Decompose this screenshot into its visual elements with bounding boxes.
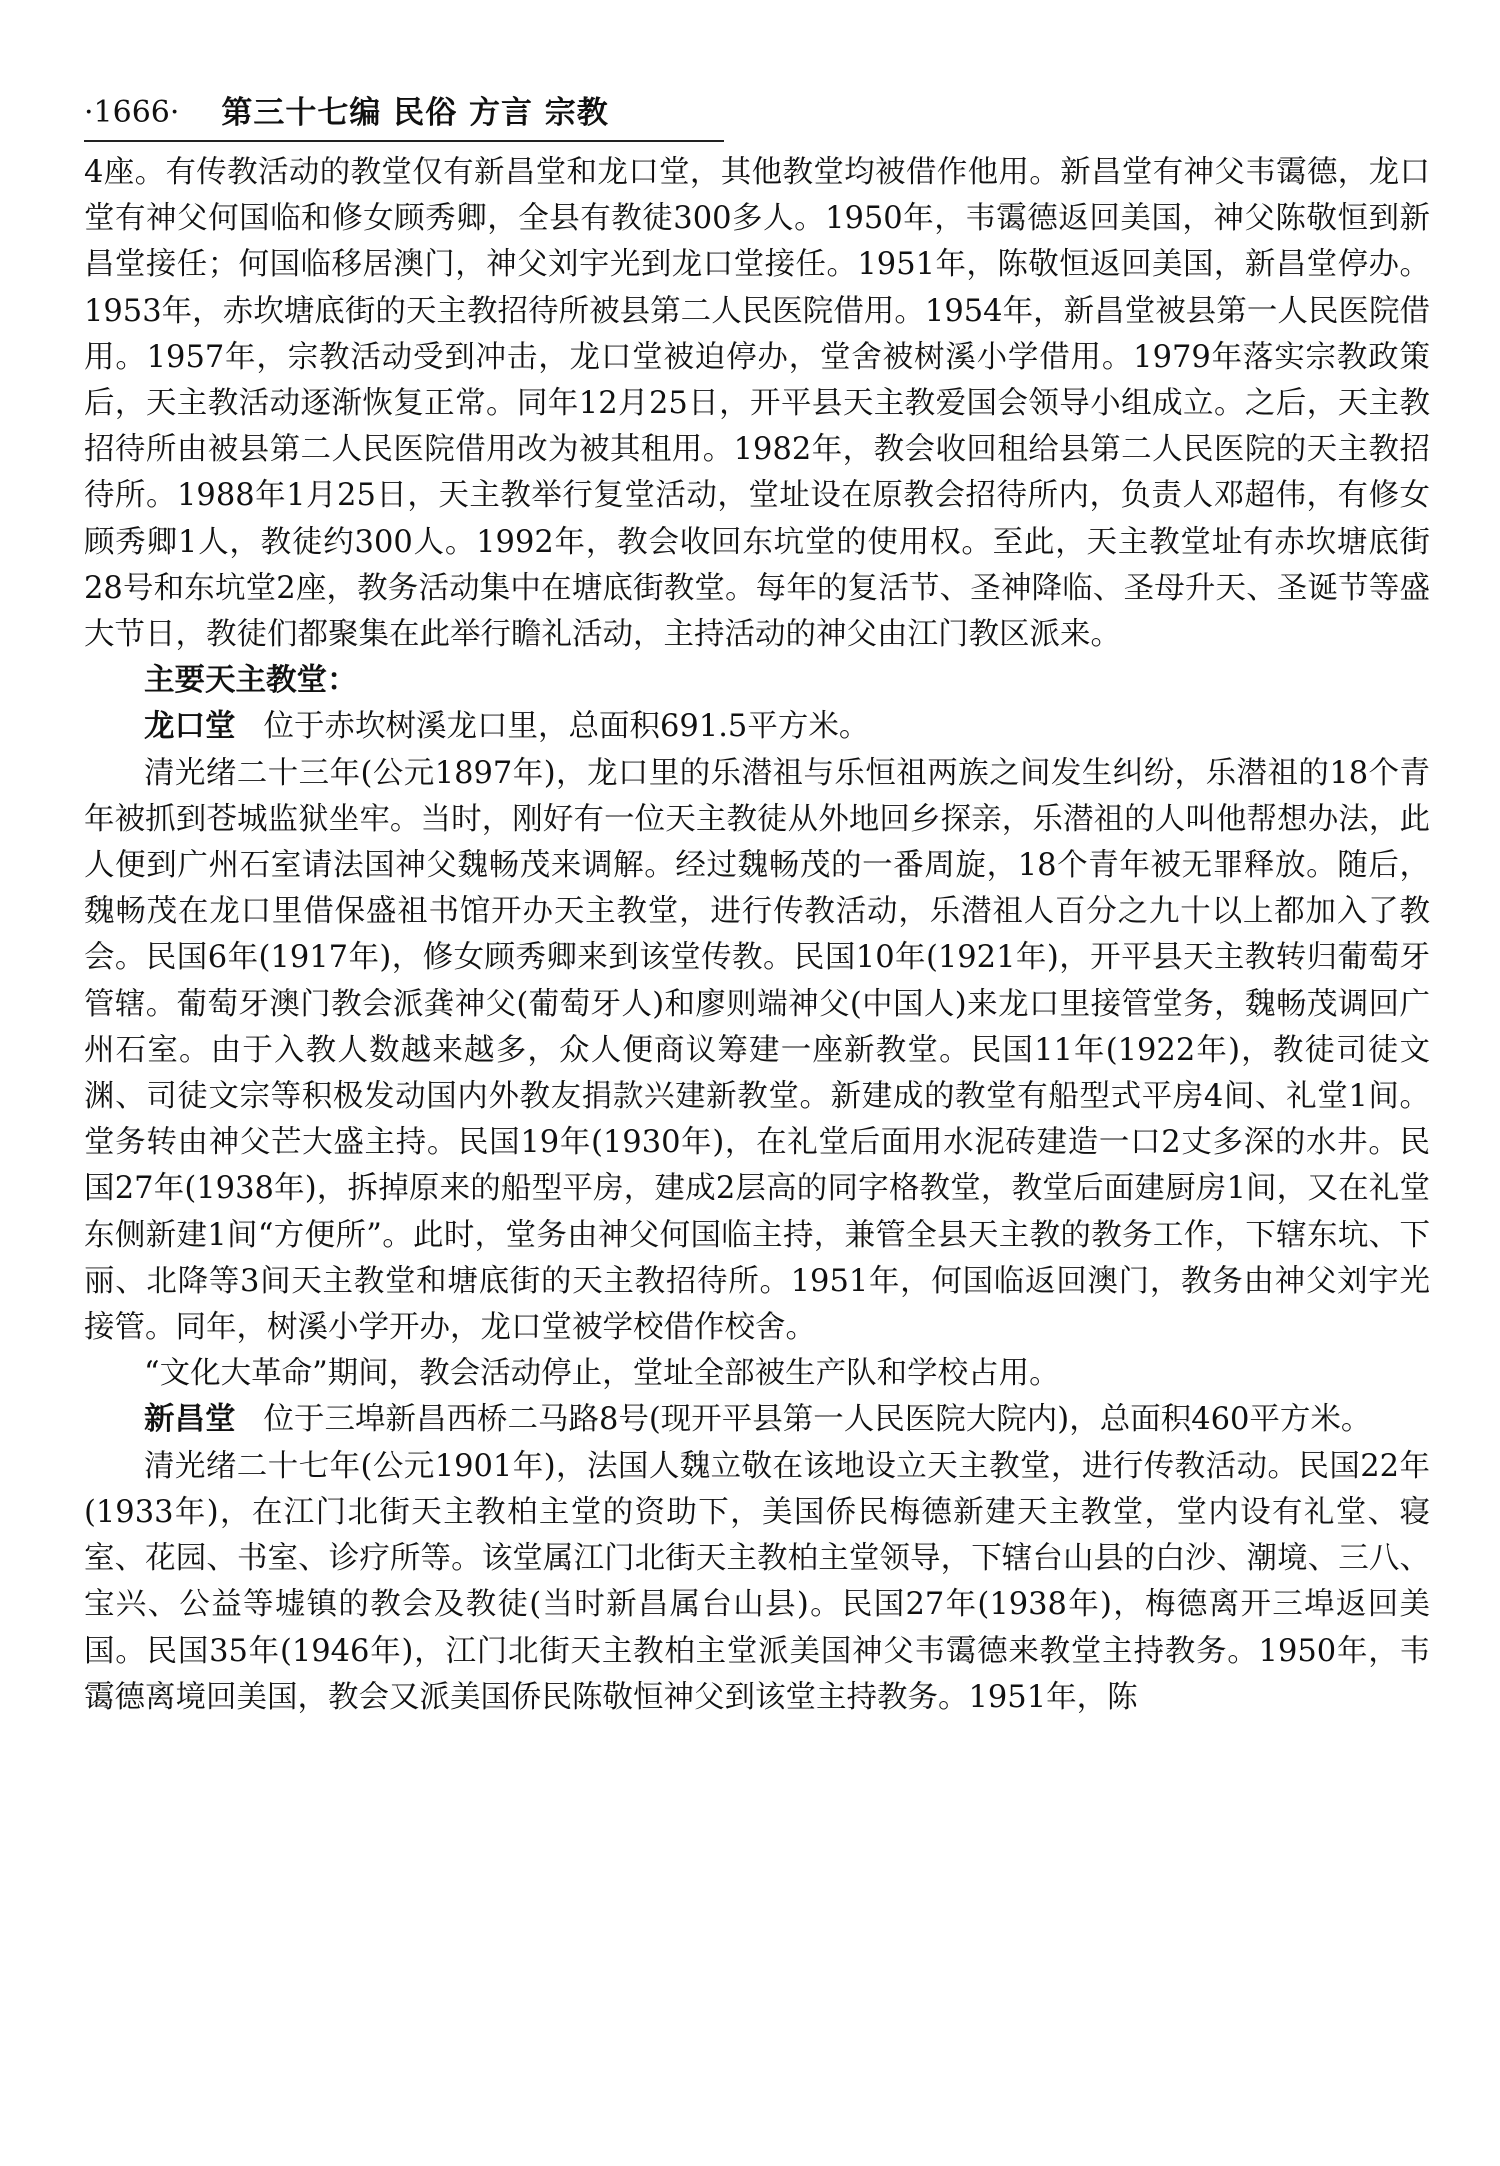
- entry-title-xinchang: 新昌堂: [144, 1402, 236, 1438]
- entry-xinchang: [84, 1397, 1430, 1443]
- paragraph-continued: 4座。有传教活动的教堂仅有新昌堂和龙口堂，其他教堂均被借作他用。新昌堂有神父韦霭德，龙口堂有神父何国临和修女顾秀卿，全县有教徒300多人。1950年，韦霭德返回美国，神父陈敬恒到新昌堂接任；何国临移居澳门，神父刘宇光到龙口堂接任。1951年，陈敬恒返回美国，新昌堂停办。1953年，赤坎塘底街的天主教招待所被县第二人民医院借用。1954年，新昌堂被县第一人民医院借用。1957年，宗教活动受到冲击，龙口堂被迫停办，堂舍被树溪小学借用。1979年落实宗教政策后，天主教活动逐渐恢复正常。同年12月25日，开平县天主教爱国会领导小组成立。之后，天主教招待所由被县第二人民医院借用改为被其租用。1982年，教会收回租给县第二人民医院的天主教招待所。1988年1月25日，天主教举行复堂活动，堂址设在原教会招待所内，负责人邓超伟，有修女顾秀卿1人，教徒约300人。1992年，教会收回东坑堂的使用权。至此，天主教堂址有赤坎塘底街28号和东坑堂2座，教务活动集中在塘底街教堂。每年的复活节、圣神降临、圣母升天、圣诞节等盛大节日，教徒们都聚集在此举行瞻礼活动，主持活动的神父由江门教区派来。: [84, 155, 1430, 653]
- paragraph-xinchang-history: 清光绪二十七年(公元1901年)，法国人魏立敬在该地设立天主教堂，进行传教活动。民国22年(1933年)，在江门北街天主教柏主堂的资助下，美国侨民梅德新建天主教堂，堂内设有礼堂、寝室、花园、书室、诊疗所等。该堂属江门北街天主教柏主堂领导，下辖台山县的白沙、潮境、三八、宝兴、公益等墟镇的教会及教徒(当时新昌属台山县)。民国27年(1938年)，梅德离开三埠返回美国。民国35年(1946年)，江门北街天主教柏主堂派美国神父韦霭德来教堂主持教务。1950年，韦霭德离境回美国，教会又派美国侨民陈敬恒神父到该堂主持教务。1951年，陈: [84, 1448, 1430, 1715]
- body-text: [84, 150, 1430, 1721]
- entry-intro-longkou: 位于赤坎树溪龙口里，总面积691.5平方米。: [263, 709, 870, 745]
- paragraph-longkou-history: 清光绪二十三年(公元1897年)，龙口里的乐潜祖与乐恒祖两族之间发生纠纷，乐潜祖的18个青年被抓到苍城监狱坐牢。当时，刚好有一位天主教徒从外地回乡探亲，乐潜祖的人叫他帮想办法，此人便到广州石室请法国神父魏畅茂来调解。经过魏畅茂的一番周旋，18个青年被无罪释放。随后，魏畅茂在龙口里借保盛祖书馆开办天主教堂，进行传教活动，乐潜祖人百分之九十以上都加入了教会。民国6年(1917年)，修女顾秀卿来到该堂传教。民国10年(1921年)，开平县天主教转归葡萄牙管辖。葡萄牙澳门教会派龚神父(葡萄牙人)和廖则端神父(中国人)来龙口里接管堂务，魏畅茂调回广州石室。由于入教人数越来越多，众人便商议筹建一座新教堂。民国11年(1922年)，教徒司徒文渊、司徒文宗等积极发动国内外教友捐款兴建新教堂。新建成的教堂有船型式平房4间、礼堂1间。堂务转由神父芒大盛主持。民国19年(1930年)，在礼堂后面用水泥砖建造一口2丈多深的水井。民国27年(1938年)，拆掉原来的船型平房，建成2层高的同字格教堂，教堂后面建厨房1间，又在礼堂东侧新建1间“方便所”。此时，堂务由神父何国临主持，兼管全县天主教的教务工作，下辖东坑、下丽、北降等3间天主教堂和塘底街的天主教招待所。1951年，何国临返回澳门，教务由神父刘宇光接管。同年，树溪小学开办，龙口堂被学校借作校舍。: [84, 755, 1430, 1346]
- chapter-title: 第三十七编 民俗 方言 宗教: [221, 95, 609, 131]
- page-number: ·1666·: [84, 95, 180, 130]
- entry-intro-xinchang: 位于三埠新昌西桥二马路8号(现开平县第一人民医院大院内)，总面积460平方米。: [263, 1402, 1372, 1438]
- section-heading: 主要天主教堂：: [144, 663, 358, 699]
- entry-longkou: [84, 704, 1430, 750]
- paragraph-cultural-revolution: “文化大革命”期间，教会活动停止，堂址全部被生产队和学校占用。: [144, 1356, 1060, 1392]
- entry-title-longkou: 龙口堂: [144, 709, 236, 745]
- page-header: [84, 86, 724, 142]
